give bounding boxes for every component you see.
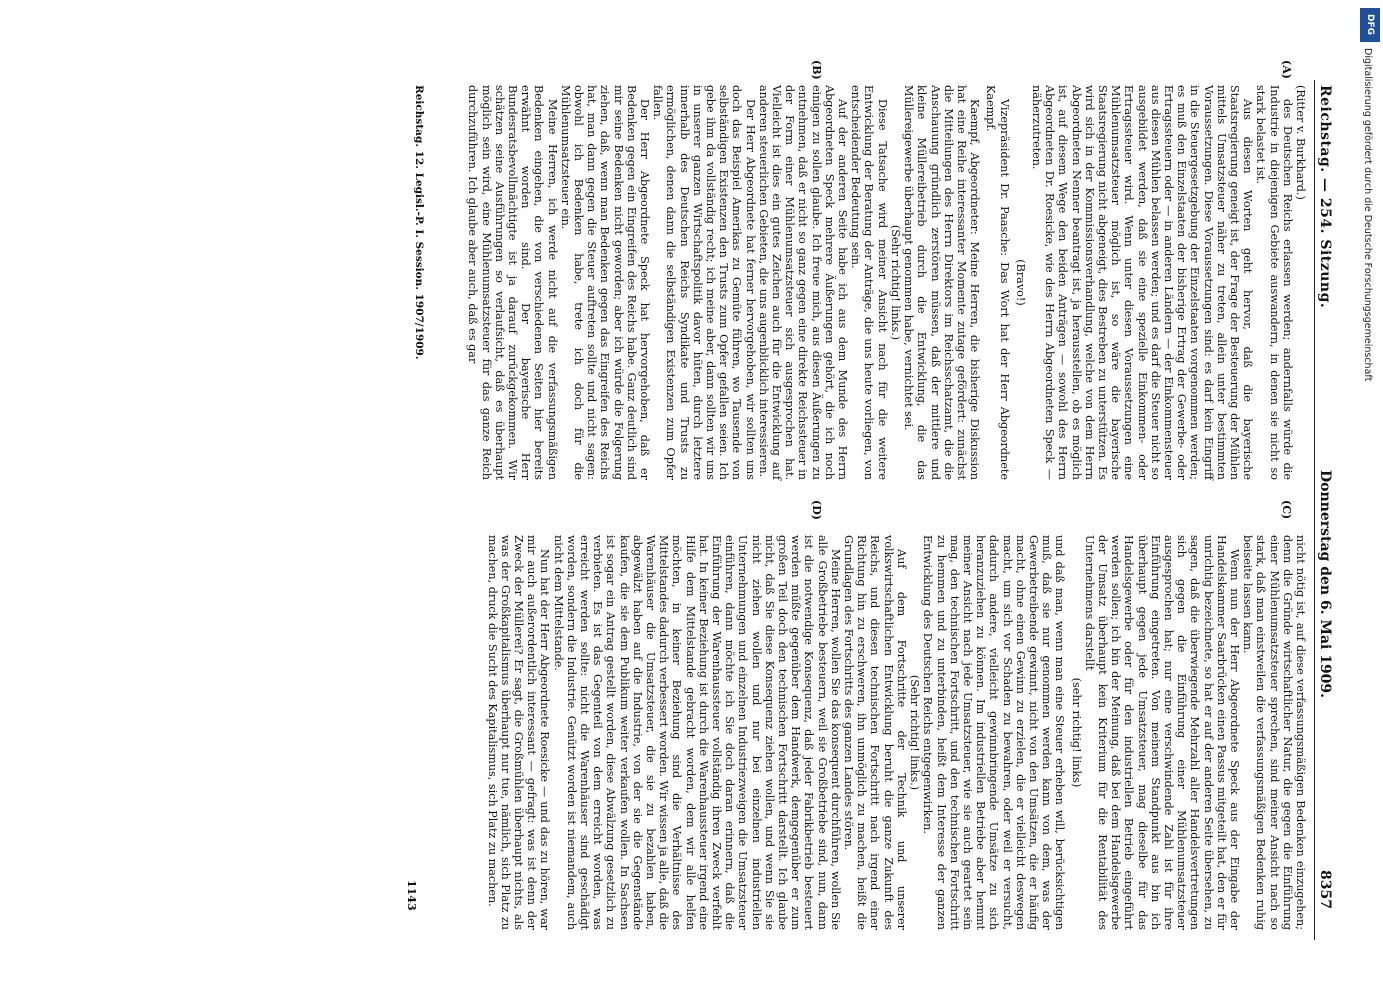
running-header-date: Donnerstag den 6. Mai 1909. xyxy=(1317,470,1333,699)
right-text-column xyxy=(485,535,1307,930)
digitization-notice: Digitalisierung gefördert durch die Deutsche Forschungsgemeinschaft xyxy=(1362,48,1373,382)
header-rule xyxy=(1314,80,1315,940)
digitization-stamp xyxy=(1358,8,1382,993)
footer-sheet-number: 1143 xyxy=(405,880,418,911)
paragraph: Aus diesen Worten geht hervor, daß die bayerische Staatsregierung geneigt ist, der Frage der Besteuerung der Mühlen mittels Umsatzsteuer näher zu treten, allein unter bestimmten Voraussetzungen. Diese Voraussetzungen sind: es darf kein Eingriff in die Steuergesetzgebung der Einzelstaaten vorgenommen werden; es muß den Einzelstaaten der bisherige Ertrag der Gewerbe- oder Ertragssteuern oder — in anderen Ländern — der Einkommensteuer aus diesen Mühlen belassen werden; und es darf die Steuer nicht so ausgebildet werden, daß sie eine spezielle Einkommen- oder Ertragssteuer wird. Wenn unter diesen Voraussetzungen eine Mühlenumsatzsteuer möglich ist, so wäre die bayerische Staatsregierung nicht abgeneigt, dies Bestreben zu unterstützen. Es wird sich in der Kommissionsverhandlung, welche von dem Herrn Abgeordneten Nenner beantragt ist, ja herausstellen, ob es möglich ist, auf diesem Wege den beiden Anträgen — sowohl des Herrn Abgeordneten Dr. Roesicke, wie des Herrn Abgeordneten Speck — näherzutreten. xyxy=(1029,85,1255,480)
interjection: (sehr richtig! links) xyxy=(1069,677,1083,788)
paragraph: Auf der anderen Seite habe ich aus dem Munde des Herrn Abgeordneten Speck mehrere Äußerungen gehört, die ich noch einigen zu sollen glaube. Ich freue mich, aus diesen Äußerungen zu entnehmen, daß er nicht so ganz gegen eine direkte Reichssteuer in der Form einer Mühlenumsatzsteuer sich ausgesprochen hat. Vielleicht ist dies ein gutes Zeichen auch für die Entwicklung auf anderen steuerlichen Gebieten, die uns augenblicklich interessieren. xyxy=(756,85,850,480)
paragraph: Kaempf, Abgeordneter: Meine Herren, die bisherige Diskussion hat eine Reihe interessanter Momente zutage gefördert: zunächst die Mitteilungen des Herrn Direktors im Reichsschatzamt, die die Anschauung gründlich zerstören müssen, daß der mittlere und kleine Müllereibetrieb durch die Entwicklung, die das Müllereigewerbe überhaupt genommen habe, vernichtet sei. xyxy=(902,85,982,480)
paragraph: Der Herr Abgeordnete hat ferner hervorgehoben, wir sollten uns doch das Beispiel Amerikas zu Gemüte führen, wo Tausende von selbständigen Existenzen den Trusts zum Opfer gefallen seien. Ich gebe ihm da vollständig recht; ich meine aber, dann sollten wir uns in unserer ganzen Wirtschaftspolitik davor hüten, durch letztere innerhalb des Deutschen Reichs Syndikate und Trusts zu ermöglichen, denen dann die selbständigen Existenzen zum Opfer fallen. xyxy=(651,85,757,480)
margin-mark-c: (C) xyxy=(1280,500,1293,520)
interjection: (Sehr richtig! links.) xyxy=(908,674,922,791)
margin-mark-a: (A) xyxy=(1280,60,1293,79)
paragraph: nicht nötig ist, auf diese verfassungsmäßigen Bedenken einzugehen; denn die Gründe wirtschaftlicher Natur, die gegen die Einführung einer Mühlenumsatzsteuer sprechen, sind meiner Ansicht nach so stark, daß man einstweilen die verfassungsmäßigen Bedenken ruhig beiseite lassen kann. xyxy=(1241,535,1307,930)
paragraph: Meine Herren, wollen Sie das konsequent durchführen, wollen Sie alle Großbetriebe besteuern, weil sie Großbetriebe sind, nun, dann ist die notwendige Konsequenz, daß jeder Fabrikbetrieb besteuert werden müßte gegenüber dem Handwerk, demgegenüber er zum großen Teil doch den technischen Fortschritt darstellt. Ich glaube nicht, daß Sie diese Konsequenz ziehen wollen, und wenn Sie sie nicht ziehen wollen und nur bei einzelnen industriellen Unternehmungen und einzelnen Industriezweigen die Umsatzsteuer einführen, dann möchte ich Sie doch daran erinnern, daß die Einführung der Warenhaussteuer vollständig ihren Zweck verfehlt hat. In keiner Beziehung ist durch die Warenhaussteuer irgend eine Hilfe dem Mittelstande gebracht worden, dem wir alle helfen möchten, in keiner Beziehung sind die Verhältnisse des Mittelstandes dadurch verbessert worden. Wir wissen ja alle, daß die Warenhäuser die Umsatzsteuer, die sie zu bezahlen haben, abgewälzt haben auf die Industrie, von der sie die Gegenstände kaufen, die sie dem Publikum weiter verkaufen wollen. In Sachsen ist sogar ein Antrag gestellt worden, diese Abwälzung gesetzlich zu verbieten. Es ist das Gegenteil von dem erreicht worden, was erreicht werden sollte: nicht die Warenhäuser sind geschädigt worden, sondern die Industrie. Genützt worden ist niemandem, auch nicht dem Mittelstande. xyxy=(551,535,842,930)
paragraph: Der Herr Abgeordnete Speck hat hervorgehoben, daß er Bedenken gegen ein Eingreifen des Reichs habe. Ganz deutlich sind mir seine Bedenken nicht geworden; aber ich würde die Folgerung ziehen, daß, wenn man Bedenken gegen das Eingreifen des Reichs hat, man dann gegen die Steuer auftreten sollte und nicht sagen: obwohl ich Bedenken habe, trete ich doch für die Mühlenumsatzsteuer ein. xyxy=(558,85,652,480)
interjection: (Sehr richtig! links.) xyxy=(888,224,902,341)
margin-mark-b: (B) xyxy=(810,60,823,80)
paragraph: und daß man, wenn man eine Steuer erheben will, berücksichtigen muß, daß sie nur genommen werden kann von dem, was der Gewerbetreibende gewinnt, nicht von den Umsätzen, die er häufig macht, ohne einen Gewinn zu erzielen, die er vielleicht deswegen macht, um sich vor Schaden zu bewahren, oder weil er versucht, dadurch andere, vielleicht gewinnbringende Umsätze zu sich heranzuziehen zu können. Im industriellen Betriebe aber hemmt meiner Ansicht nach jede Umsatzsteuer, wie sie auch geartet sein mag, den technischen Fortschritt, und den technischen Fortschritt zu hemmen und zu unterbinden, heißt dem Interesse der ganzen Entwicklung des Deutschen Reichs entgegenwirken. xyxy=(921,535,1067,930)
paragraph: des Deutschen Reichs erlassen werden; andernfalls würde die Industrie in diejenigen Gebiete auswandern, in denen sie nicht so stark belastet ist. xyxy=(1254,85,1294,480)
presiding-remark: Vizepräsident Dr. Paasche: Das Wort hat der Herr Abgeordnete Kaempf. xyxy=(984,85,1011,480)
left-text-column xyxy=(466,85,1307,480)
page-number: 8357 xyxy=(1317,870,1333,909)
speaker-continuation: (Ritter v. Burkhard.) xyxy=(1294,85,1307,200)
dfg-logo: DFG xyxy=(1360,8,1380,42)
paragraph: Wenn nun der Herr Abgeordnete Speck aus der Eingabe der Handelskammer Saarbrücken einen Passus mitgeteilt hat, den er für unrichtig bezeichnete, so hat er auf der anderen Seite übersehen, zu sagen, daß die überwiegende Mehrzahl aller Handelsvertretungen sich gegen die Einführung einer Mühlenumsatzsteuer ausgesprochen hat; nur eine verschwindende Zahl ist für ihre Einführung eingetreten. Von meinem Standpunkt aus bin ich überhaupt gegen jede Umsatzsteuer, mag dieselbe für das Handelsgewerbe oder für den industriellen Betrieb eingeführt werden sollen; ich bin der Meinung, daß bei dem Handelsgewerbe der Umsatz überhaupt kein Kriterium für die Rentabilität des Unternehmens darstellt xyxy=(1082,535,1241,930)
margin-mark-d: (D) xyxy=(810,500,823,520)
interjection: (Bravo!) xyxy=(1013,259,1027,306)
running-header-left: Reichstag. — 254. Sitzung. xyxy=(1317,85,1333,309)
paragraph: Diese Tatsache wird meiner Ansicht nach für die weitere Entwicklung der Beratung der Anträge, die uns heute vorliegen, von entscheidender Bedeutung sein. xyxy=(849,85,889,480)
paragraph: Nun hat der Herr Abgeordnete Roesicke — und das zu hören, war mir auch außerordentlich interessant — gefragt: was ist denn der Zweck der Müllerei? Er sagt, die Großmühlen überhaupt nichts, als was der Großkapitalismus überhaupt nur tue, nämlich, sich Platz zu machen, druck die Sucht des Kapitalismus, sich Platz zu machen. xyxy=(485,535,552,930)
paragraph: Meine Herren, ich werde nicht auf die verfassungsmäßigen Bedenken eingehen, die von verschiedenen Seiten hier bereits erwähnt worden sind. Der bayerische Herr Bundesratsbevollmächtigte ist ja darauf zurückgekommen. Wir schätzen seine Ausführungen so verlaufsicht, daß es überhaupt möglich sein wird, eine Mühlenumsatzsteuer für das ganze Reich durchzuführen. Ich glaube aber auch, daß es gar xyxy=(466,85,559,480)
paragraph: Auf dem Fortschritte der Technik und unserer volkswirtschaftlichen Entwicklung beruht die ganze Zukunft des Reichs, und diesen technischen Fortschritt nach irgend einer Richtung hin zu erschweren, ihn unmöglich zu machen, heißt die Grundlagen des Fortschritts des ganzen Landes stören. xyxy=(842,535,908,930)
footer-session-info: Reichstag. 12. Legisl.-P. I. Session. 1907/1909. xyxy=(413,85,425,360)
